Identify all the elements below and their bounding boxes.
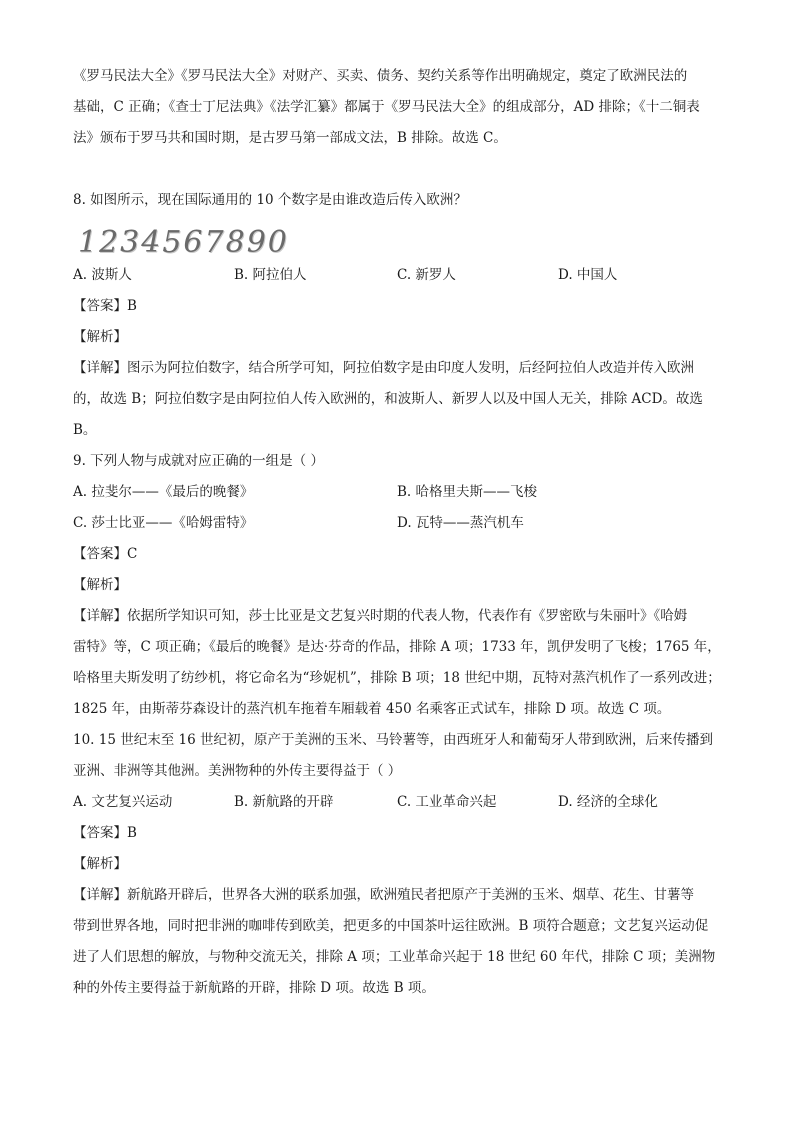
q8-analysis-label: 【解析】 xyxy=(73,329,127,345)
q10-option-c: C. 工业革命兴起 xyxy=(397,794,497,810)
q8-option-b: B. 阿拉伯人 xyxy=(234,267,307,283)
intro-line-1: 《罗马民法大全》《罗马民法大全》对财产、买卖、债务、契约关系等作出明确规定，奠定了欧洲民法的 xyxy=(73,68,688,84)
q10-answer: 【答案】B xyxy=(73,825,137,841)
q10-detail-line-1: 【详解】新航路开辟后，世界各大洲的联系加强，欧洲殖民者把原产于美洲的玉米、烟草、花生、甘薯等 xyxy=(73,887,694,903)
q9-option-b: B. 哈格里夫斯——飞梭 xyxy=(397,484,538,500)
q9-analysis-label: 【解析】 xyxy=(73,577,127,593)
q9-detail-line-1: 【详解】依据所学知识可知，莎士比亚是文艺复兴时期的代表人物，代表作有《罗密欧与朱丽叶》《哈姆 xyxy=(73,608,688,624)
q8-detail-line-3: B。 xyxy=(73,422,97,438)
q8-option-c: C. 新罗人 xyxy=(397,267,456,283)
q10-detail-line-3: 进了人们思想的解放，与物种交流无关，排除 A 项；工业革命兴起于 18 世纪 60 年代，排除 C 项；美洲物 xyxy=(73,949,716,965)
q10-stem-line-2: 亚洲、非洲等其他洲。美洲物种的外传主要得益于（ ） xyxy=(73,763,402,779)
q8-detail-line-1: 【详解】图示为阿拉伯数字，结合所学可知，阿拉伯数字是由印度人发明，后经阿拉伯人改造并传入欧洲 xyxy=(73,360,694,376)
q9-detail-line-2: 雷特》等，C 项正确；《最后的晚餐》是达·芬奇的作品，排除 A 项；1733 年，凯伊发明了飞梭；1765 年， xyxy=(73,639,721,655)
q10-detail-line-2: 带到世界各地，同时把非洲的咖啡传到欧美，把更多的中国茶叶运往欧洲。B 项符合题意；文艺复兴运动促 xyxy=(73,918,709,934)
q9-option-a: A. 拉斐尔——《最后的晚餐》 xyxy=(73,484,254,500)
q10-option-b: B. 新航路的开辟 xyxy=(234,794,334,810)
q9-option-d: D. 瓦特——蒸汽机车 xyxy=(397,515,524,531)
q10-detail-line-4: 种的外传主要得益于新航路的开辟，排除 D 项。故选 B 项。 xyxy=(73,980,435,996)
q8-detail-line-2: 的，故选 B；阿拉伯数字是由阿拉伯人传入欧洲的，和波斯人、新罗人以及中国人无关，排除 ACD。故选 xyxy=(73,391,703,407)
arabic-numerals-figure: 1234567890 xyxy=(78,225,289,260)
q10-stem-line-1: 10. 15 世纪末至 16 世纪初，原产于美洲的玉米、马铃薯等，由西班牙人和葡萄牙人带到欧洲，后来传播到 xyxy=(73,732,713,748)
q9-option-c: C. 莎士比亚——《哈姆雷特》 xyxy=(73,515,254,531)
q9-answer: 【答案】C xyxy=(73,546,138,562)
intro-line-2: 基础，C 正确；《查士丁尼法典》《法学汇纂》都属于《罗马民法大全》的组成部分，AD 排除；《十二铜表 xyxy=(73,99,700,115)
q9-stem: 9. 下列人物与成就对应正确的一组是（ ） xyxy=(73,453,324,469)
q8-answer: 【答案】B xyxy=(73,298,137,314)
q10-analysis-label: 【解析】 xyxy=(73,856,127,872)
intro-line-3: 法》颁布于罗马共和国时期，是古罗马第一部成文法，B 排除。故选 C。 xyxy=(73,130,507,146)
q10-option-d: D. 经济的全球化 xyxy=(558,794,658,810)
q10-option-a: A. 文艺复兴运动 xyxy=(73,794,173,810)
q8-option-d: D. 中国人 xyxy=(558,267,618,283)
q8-stem: 8. 如图所示，现在国际通用的 10 个数字是由谁改造后传入欧洲？ xyxy=(73,192,467,208)
q9-detail-line-3: 哈格里夫斯发明了纺纱机，将它命名为“珍妮机”，排除 B 项；18 世纪中期，瓦特对蒸汽机作了一系列改进； xyxy=(73,670,721,686)
q9-detail-line-4: 1825 年，由斯蒂芬森设计的蒸汽机车拖着车厢载着 450 名乘客正式试车，排除 D 项。故选 C 项。 xyxy=(73,701,671,717)
q8-option-a: A. 波斯人 xyxy=(73,267,132,283)
